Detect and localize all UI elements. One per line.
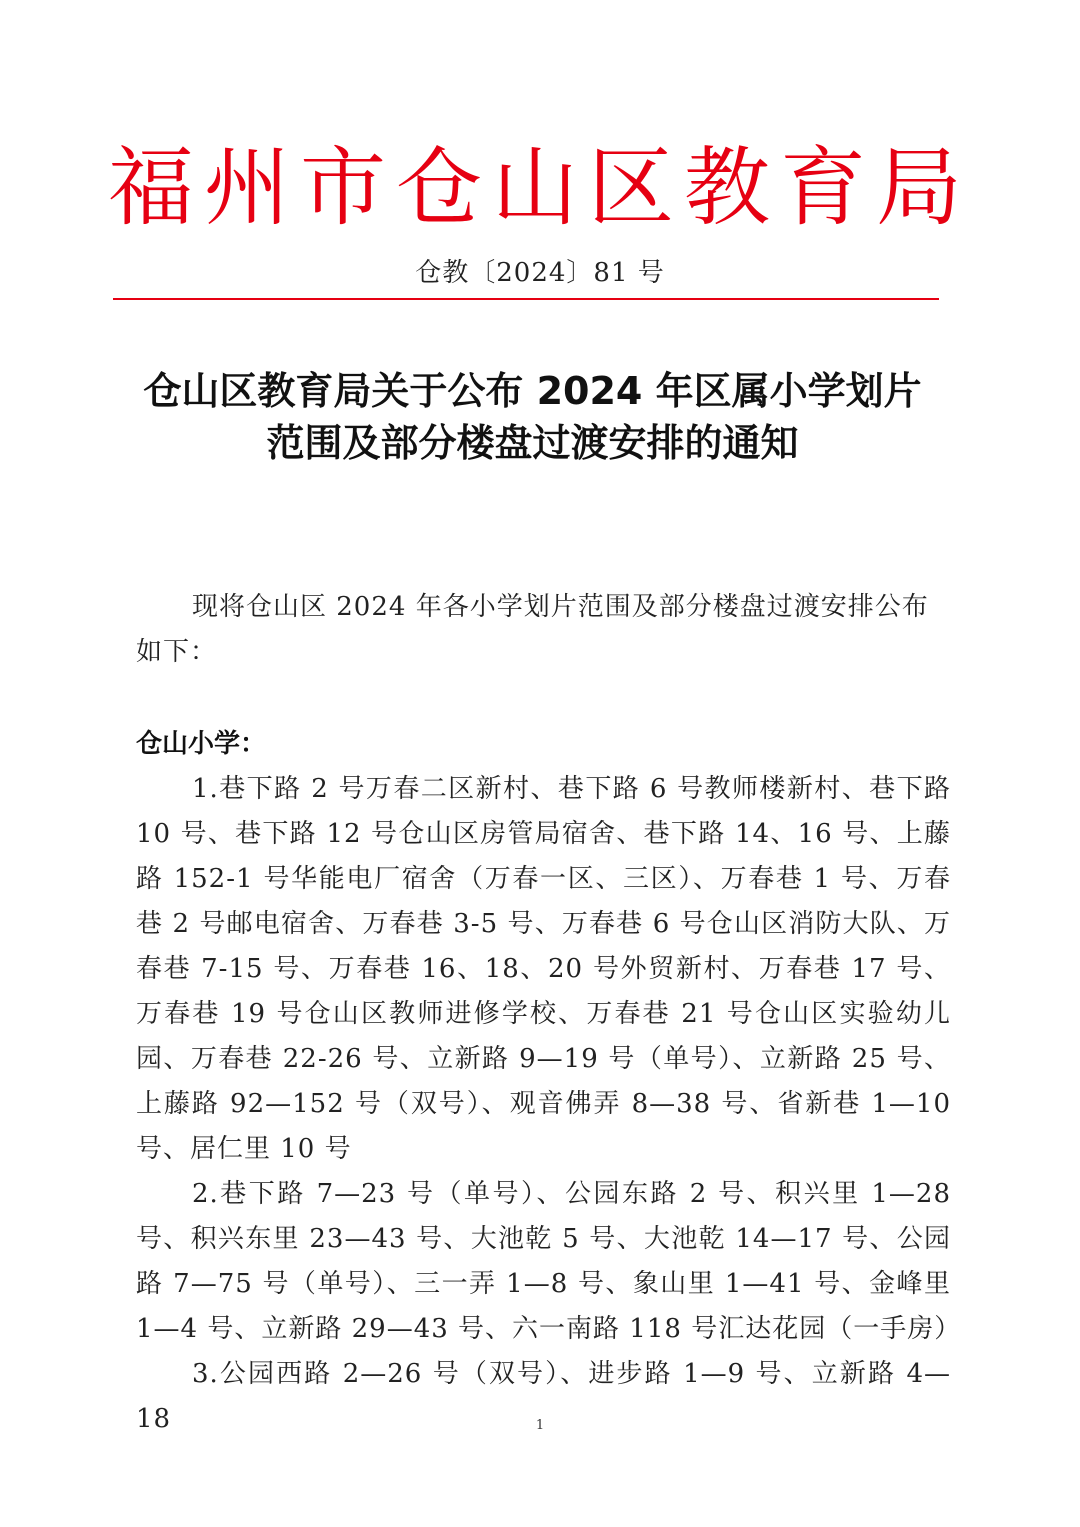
document-number: 仓教〔2024〕81 号 — [415, 258, 665, 288]
notice-title-line-1: 仓山区教育局关于公布 2024 年区属小学划片 — [143, 369, 922, 413]
notice-title — [60, 365, 1005, 469]
district-item-2: 2.巷下路 7—23 号（单号）、公园东路 2 号、积兴里 1—28 号、积兴东里 23—43 号、大池乾 5 号、大池乾 14—17 号、公园路 7—75 号（单号）、三一弄 1—8 号、象山里 1—41 号、金峰里 1—4 号、立新路 29—43 号、六一南路 118 号汇达花园（一手房） — [136, 1179, 962, 1344]
section-heading-cangshan-primary: 仓山小学： — [136, 729, 267, 759]
notice-title-line-2: 范围及部分楼盘过渡安排的通知 — [266, 421, 799, 465]
district-item-1: 1.巷下路 2 号万春二区新村、巷下路 6 号教师楼新村、巷下路 10 号、巷下路 12 号仓山区房管局宿舍、巷下路 14、16 号、上藤路 152-1 号华能电厂宿舍（万春一区、三区）、万春巷 1 号、万春巷 2 号邮电宿舍、万春巷 3-5 号、万春巷 6 号仓山区消防大队、万春巷 7-15 号、万春巷 16、18、20 号外贸新村、万春巷 17 号、万春巷 19 号仓山区教师进修学校、万春巷 21 号仓山区实验幼儿园、万春巷 22-26 号、立新路 9—19 号（单号）、立新路 25 号、上藤路 92—152 号（双号）、观音佛弄 8—38 号、省新巷 1—10 号、居仁里 10 号 — [136, 774, 951, 1164]
red-divider-line — [113, 298, 939, 300]
district-item-3: 3.公园西路 2—26 号（双号）、进步路 1—9 号、立新路 4—18 — [136, 1359, 951, 1434]
intro-text: 现将仓山区 2024 年各小学划片范围及部分楼盘过渡安排公布如下： — [136, 592, 929, 667]
page-number: 1 — [535, 1418, 545, 1433]
intro-paragraph — [136, 585, 951, 675]
agency-masthead: 福州市仓山区教育局 — [108, 138, 972, 238]
district-items-list — [136, 767, 962, 1442]
